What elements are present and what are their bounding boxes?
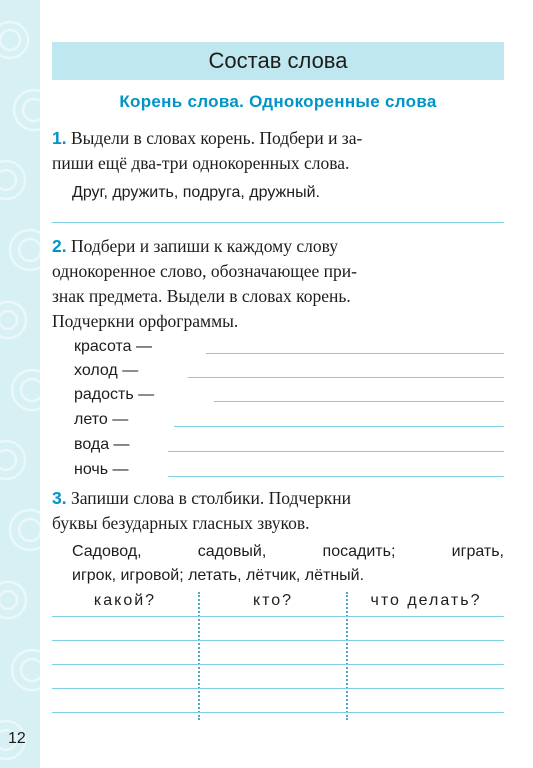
- answer-line[interactable]: [52, 712, 504, 713]
- list-item: [74, 332, 504, 356]
- answer-line[interactable]: [52, 688, 504, 689]
- list-item: [74, 430, 504, 454]
- task-3-words-line-1: Садовод, садовый, посадить; играть,: [72, 543, 504, 560]
- section-subtitle: Корень слова. Однокоренные слова: [119, 92, 437, 111]
- task-2-text: [52, 234, 504, 334]
- answer-line[interactable]: [174, 426, 504, 427]
- answer-line[interactable]: [206, 353, 504, 354]
- answer-line[interactable]: [168, 451, 504, 452]
- list-item: [74, 405, 504, 429]
- page-number: 12: [8, 730, 26, 747]
- task-3-number: 3.: [52, 488, 67, 508]
- task-3-text: [52, 486, 504, 536]
- word-label: лето —: [74, 411, 129, 428]
- word-label: красота —: [74, 338, 153, 355]
- task-2-line-1: 2. Подбери и запиши к каждому слову: [52, 236, 338, 256]
- answer-line[interactable]: [52, 640, 504, 641]
- column-divider: [346, 592, 348, 720]
- answer-line[interactable]: [168, 476, 504, 477]
- task-1-line-1: 1. Выдели в словах корень. Подбери и за-: [52, 128, 363, 148]
- task-3-words-line-2: игрок, игровой; летать, лётчик, лётный.: [72, 567, 365, 584]
- column-header-kto: кто?: [252, 592, 294, 609]
- task-3-line-1: 3. Запиши слова в столбики. Подчеркни: [52, 488, 351, 508]
- task-2-line-4: Подчеркни орфограммы.: [52, 311, 239, 331]
- task-2-number: 2.: [52, 236, 67, 256]
- page-title-text: Состав слова: [208, 48, 348, 73]
- swirl-pattern-icon: [0, 0, 40, 768]
- task-2-line-2: однокоренное слово, обозначающее при-: [52, 261, 357, 281]
- answer-line[interactable]: [52, 664, 504, 665]
- word-label: холод —: [74, 362, 139, 379]
- answer-line[interactable]: [188, 377, 504, 378]
- task-2-line-3: знак предмета. Выдели в словах корень.: [52, 286, 351, 306]
- list-item: [74, 455, 504, 479]
- column-header-chto-delat: что делать?: [370, 592, 482, 609]
- task-1-number: 1.: [52, 128, 67, 148]
- answer-line[interactable]: [214, 401, 504, 402]
- answer-line[interactable]: [52, 222, 504, 223]
- task-1-words: Друг, дружить, подруга, дружный.: [72, 184, 320, 201]
- column-divider: [198, 592, 200, 720]
- task-1-line-2: пиши ещё два-три однокоренных слова.: [52, 153, 350, 173]
- word-label: радость —: [74, 386, 155, 403]
- task-3-line-2: буквы безударных гласных звуков.: [52, 513, 310, 533]
- word-label: вода —: [74, 436, 130, 453]
- task-1-text: [52, 126, 504, 176]
- word-label: ночь —: [74, 461, 129, 478]
- list-item: [74, 356, 504, 380]
- page-title: [52, 42, 504, 80]
- answer-line[interactable]: [52, 616, 504, 617]
- list-item: [74, 380, 504, 404]
- column-header-kakoy: какой?: [93, 592, 157, 609]
- decorative-margin: [0, 0, 40, 768]
